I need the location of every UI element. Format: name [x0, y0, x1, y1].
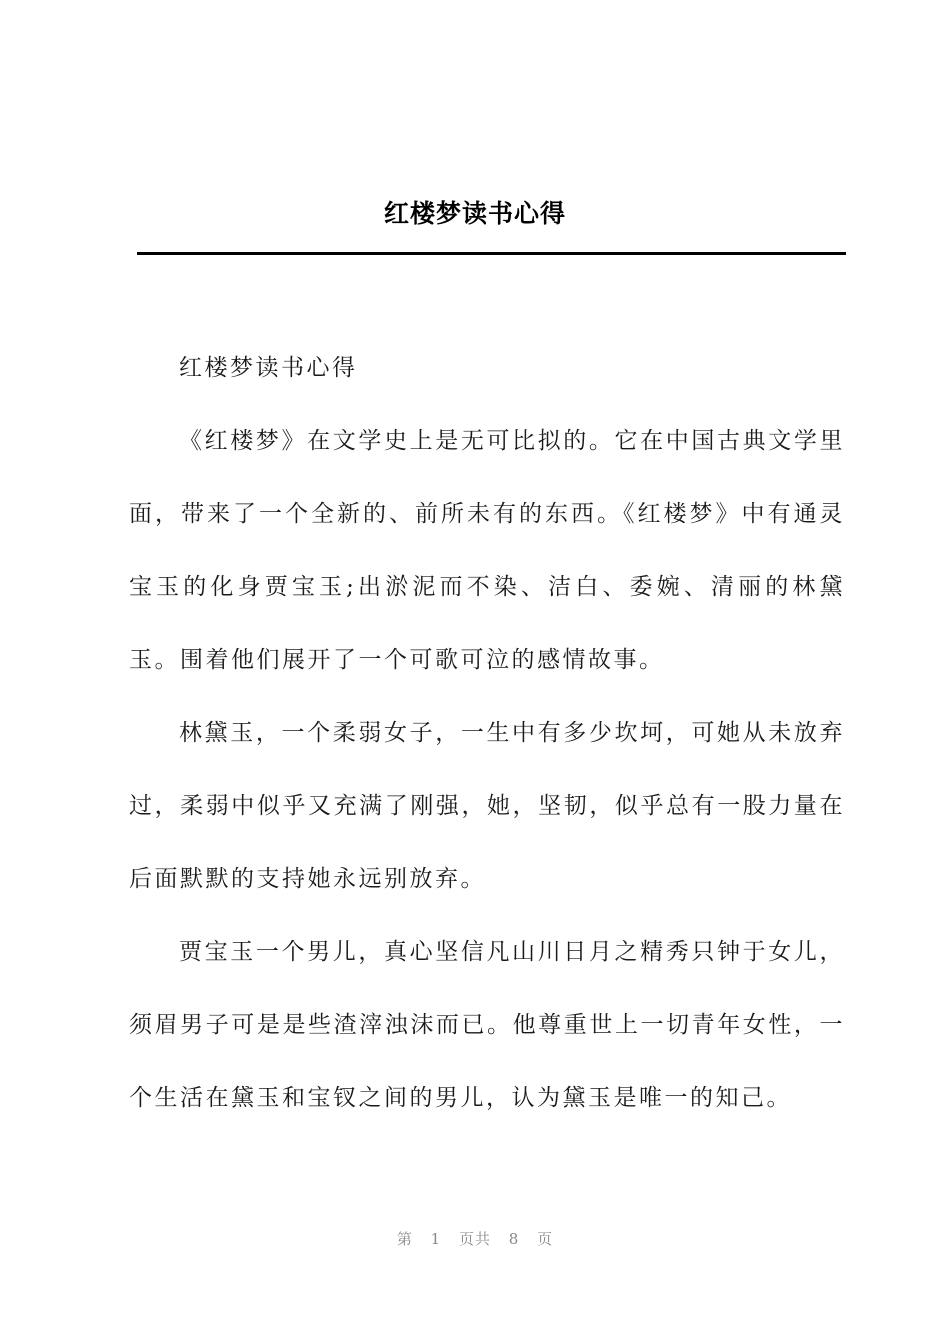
footer-middle: 页共	[458, 1230, 491, 1248]
document-body	[129, 332, 845, 1135]
title-underline	[137, 252, 846, 255]
paragraph-intro: 《红楼梦》在文学史上是无可比拟的。它在中国古典文学里面，带来了一个全新的、前所未有的东西。《红楼梦》中有通灵宝玉的化身贾宝玉;出淤泥而不染、洁白、委婉、清丽的林黛玉。围着他们展开了一个可歌可泣的感情故事。	[129, 428, 845, 673]
page-footer	[0, 1228, 950, 1249]
document-title: 红楼梦读书心得	[383, 199, 566, 228]
footer-total-pages: 8	[508, 1230, 520, 1248]
paragraph-jia-baoyu: 贾宝玉一个男儿，真心坚信凡山川日月之精秀只钟于女儿，须眉男子可是是些渣滓浊沫而已。他尊重世上一切青年女性，一个生活在黛玉和宝钗之间的男儿，认为黛玉是唯一的知己。	[129, 939, 845, 1111]
paragraph-heading: 红楼梦读书心得	[179, 355, 358, 381]
footer-prefix: 第	[396, 1230, 413, 1248]
footer-suffix: 页	[537, 1230, 554, 1248]
footer-current-page: 1	[430, 1230, 442, 1248]
paragraph-lin-daiyu: 林黛玉，一个柔弱女子，一生中有多少坎坷，可她从未放弃过，柔弱中似乎又充满了刚强，她，坚韧，似乎总有一股力量在后面默默的支持她永远别放弃。	[129, 720, 845, 892]
